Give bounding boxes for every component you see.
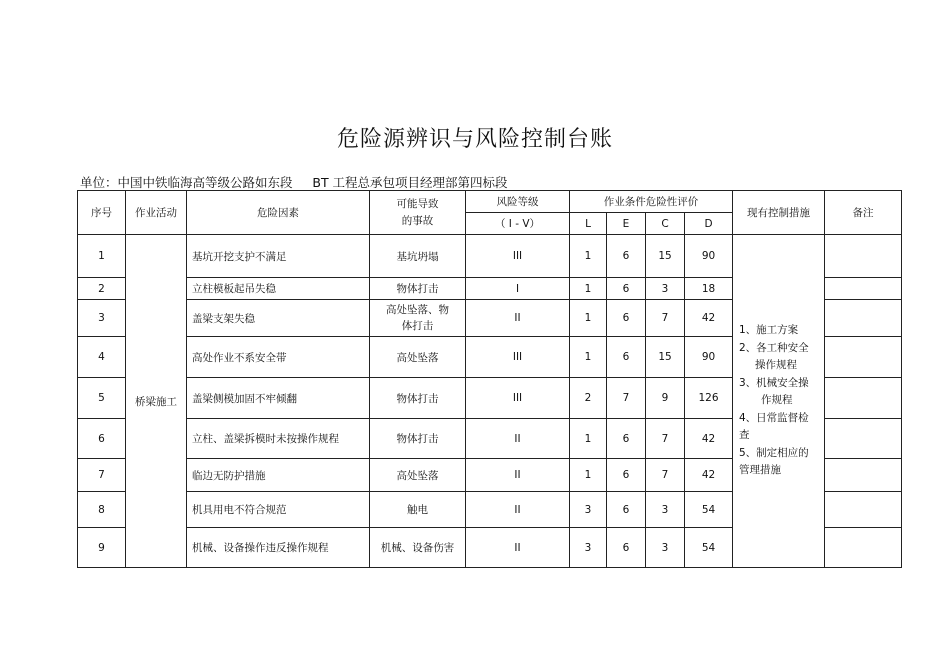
header-accident-line1: 可能导致 [396, 197, 439, 210]
cell-L: 3 [570, 528, 607, 568]
cell-remarks [825, 419, 902, 459]
cell-D: 90 [685, 235, 733, 278]
cell-level: III [466, 378, 570, 419]
header-measures: 现有控制措施 [733, 191, 825, 235]
header-activity: 作业活动 [126, 191, 187, 235]
header-remarks: 备注 [825, 191, 902, 235]
cell-E: 6 [607, 278, 646, 300]
cell-hazard: 盖梁侧模加固不牢倾翻 [187, 378, 370, 419]
cell-L: 1 [570, 337, 607, 378]
cell-accident: 物体打击 [370, 419, 466, 459]
cell-E: 6 [607, 337, 646, 378]
cell-remarks [825, 278, 902, 300]
cell-remarks [825, 459, 902, 492]
cell-L: 2 [570, 378, 607, 419]
cell-hazard: 机械、设备操作违反操作规程 [187, 528, 370, 568]
cell-accident: 物体打击 [370, 378, 466, 419]
measure-line: 3、机械安全操 [739, 376, 809, 389]
cell-hazard: 立柱模板起吊失稳 [187, 278, 370, 300]
cell-hazard: 临边无防护措施 [187, 459, 370, 492]
cell-seq: 6 [78, 419, 126, 459]
cell-E: 6 [607, 492, 646, 528]
cell-hazard: 立柱、盖梁拆模时未按操作规程 [187, 419, 370, 459]
cell-L: 1 [570, 235, 607, 278]
cell-E: 6 [607, 528, 646, 568]
document-title: 危险源辨识与风险控制台账 [336, 127, 613, 152]
cell-remarks [825, 235, 902, 278]
cell-accident: 高处坠落 [370, 337, 466, 378]
cell-level: II [466, 492, 570, 528]
header-accident [370, 191, 466, 235]
measure-line: 查 [739, 429, 750, 442]
header-risk-level: 风险等级 [466, 191, 570, 213]
cell-accident: 基坑坍塌 [370, 235, 466, 278]
cell-D: 90 [685, 337, 733, 378]
cell-level: III [466, 337, 570, 378]
cell-E: 6 [607, 419, 646, 459]
header-C: C [646, 213, 685, 235]
header-D: D [685, 213, 733, 235]
cell-level: II [466, 419, 570, 459]
measure-line: 5、制定相应的 [739, 446, 809, 459]
cell-C: 3 [646, 492, 685, 528]
cell-accident-line1: 高处坠落、物 [386, 304, 449, 316]
cell-hazard: 高处作业不系安全带 [187, 337, 370, 378]
header-accident-line2: 的事故 [401, 214, 434, 227]
measure-line: 2、各工种安全 [739, 341, 809, 354]
cell-C: 7 [646, 419, 685, 459]
cell-seq: 1 [78, 235, 126, 278]
cell-D: 54 [685, 492, 733, 528]
measure-line: 作规程 [761, 394, 793, 407]
cell-L: 3 [570, 492, 607, 528]
cell-D: 18 [685, 278, 733, 300]
cell-L: 1 [570, 459, 607, 492]
header-hazard: 危险因素 [187, 191, 370, 235]
measure-line: 操作规程 [755, 359, 797, 372]
cell-D: 42 [685, 300, 733, 337]
header-E: E [607, 213, 646, 235]
cell-seq: 2 [78, 278, 126, 300]
cell-level: II [466, 528, 570, 568]
measure-line: 4、日常监督检 [739, 411, 809, 424]
cell-seq: 9 [78, 528, 126, 568]
cell-D: 54 [685, 528, 733, 568]
cell-D: 126 [685, 378, 733, 419]
cell-level: II [466, 300, 570, 337]
cell-accident: 触电 [370, 492, 466, 528]
cell-accident-line2: 体打击 [401, 320, 434, 332]
cell-activity: 桥梁施工 [126, 235, 187, 568]
cell-remarks [825, 528, 902, 568]
cell-C: 15 [646, 235, 685, 278]
header-evaluation: 作业条件危险性评价 [570, 191, 733, 213]
hazard-ledger-table [77, 190, 902, 568]
cell-C: 3 [646, 278, 685, 300]
cell-seq: 4 [78, 337, 126, 378]
cell-hazard: 基坑开挖支护不满足 [187, 235, 370, 278]
cell-hazard: 盖梁支架失稳 [187, 300, 370, 337]
cell-C: 15 [646, 337, 685, 378]
cell-accident: 高处坠落 [370, 459, 466, 492]
cell-remarks [825, 492, 902, 528]
cell-L: 1 [570, 300, 607, 337]
cell-seq: 7 [78, 459, 126, 492]
cell-E: 7 [607, 378, 646, 419]
cell-E: 6 [607, 300, 646, 337]
cell-D: 42 [685, 419, 733, 459]
cell-C: 9 [646, 378, 685, 419]
cell-level: III [466, 235, 570, 278]
cell-accident [370, 300, 466, 337]
measure-line: 管理措施 [739, 464, 781, 477]
unit-line: 单位：中国中铁临海高等级公路如东段 BT 工程总承包项目经理部第四标段 [80, 175, 508, 190]
cell-C: 7 [646, 459, 685, 492]
table-row [78, 235, 902, 278]
cell-remarks [825, 300, 902, 337]
cell-hazard: 机具用电不符合规范 [187, 492, 370, 528]
cell-seq: 8 [78, 492, 126, 528]
cell-E: 6 [607, 235, 646, 278]
header-risk-range: （ I - V） [466, 213, 570, 235]
cell-level: II [466, 459, 570, 492]
cell-C: 7 [646, 300, 685, 337]
cell-remarks [825, 337, 902, 378]
cell-C: 3 [646, 528, 685, 568]
cell-D: 42 [685, 459, 733, 492]
cell-remarks [825, 378, 902, 419]
cell-L: 1 [570, 278, 607, 300]
header-row-1 [78, 191, 902, 213]
cell-seq: 3 [78, 300, 126, 337]
measure-line: 1、施工方案 [739, 324, 799, 337]
cell-accident: 机械、设备伤害 [370, 528, 466, 568]
cell-seq: 5 [78, 378, 126, 419]
cell-accident: 物体打击 [370, 278, 466, 300]
header-L: L [570, 213, 607, 235]
header-seq: 序号 [78, 191, 126, 235]
cell-level: I [466, 278, 570, 300]
cell-L: 1 [570, 419, 607, 459]
cell-measures [733, 235, 825, 568]
cell-E: 6 [607, 459, 646, 492]
